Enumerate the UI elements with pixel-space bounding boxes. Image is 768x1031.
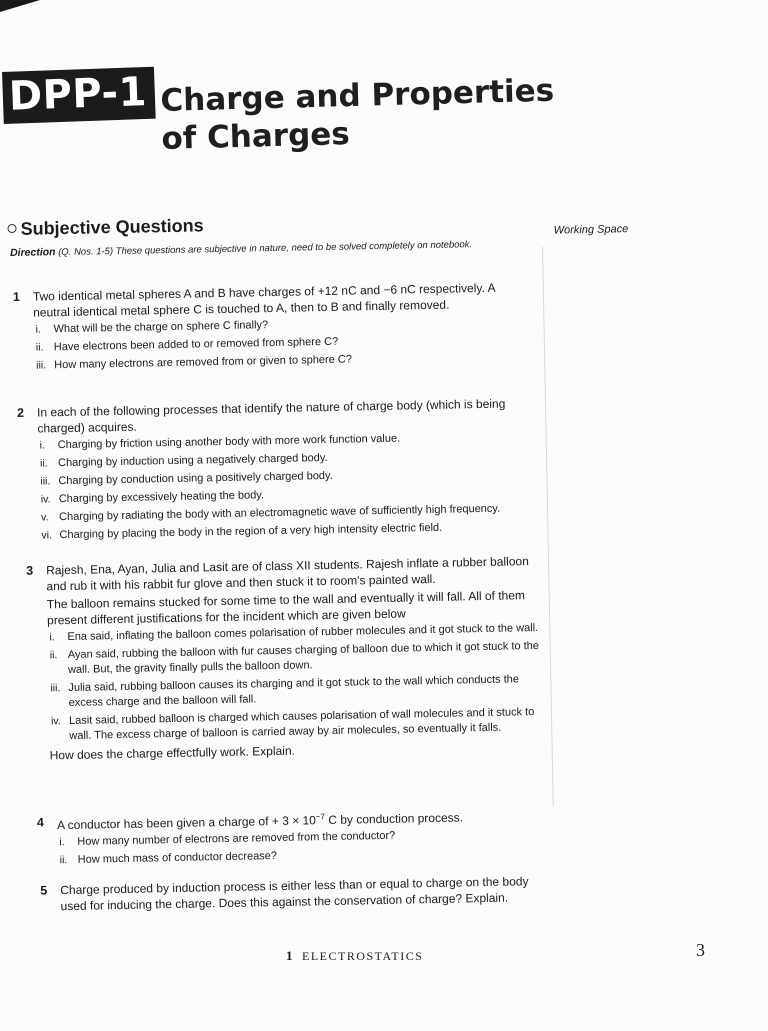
sub-question-numeral: iv. — [50, 715, 61, 728]
sub-question-text: Charging by induction using a negatively charged body. — [57, 451, 328, 470]
sub-question-list — [57, 826, 548, 868]
question-1 — [12, 279, 535, 377]
sub-question-numeral: ii. — [35, 341, 44, 354]
question-text-part: C by conduction process. — [324, 810, 464, 828]
sub-question-text: How many number of electrons are removed from the conductor? — [77, 829, 396, 848]
direction-note — [10, 237, 530, 260]
sub-question-text: Ena said, inflating the balloon comes polarisation of rubber molecules and it got stuck to the wall. — [67, 621, 539, 644]
question-4 — [36, 805, 548, 871]
sub-question-numeral: vi. — [41, 529, 53, 542]
sub-question-numeral: v. — [41, 511, 49, 524]
section-heading-text: Subjective Questions — [20, 215, 204, 239]
sub-question-text: Charging by excessively heating the body. — [58, 489, 265, 506]
question-5 — [40, 873, 551, 914]
question-number: 2 — [16, 405, 25, 420]
sub-question-list — [33, 313, 534, 374]
question-text-continued: The balloon remains stucked for some time to the wall and eventually it will fall. All of them present different justifications for the incident which are given below — [46, 588, 526, 628]
sub-question-text: Ayan said, rubbing the balloon with fur causes charging of balloon due to which it got stuck to the wall. But, the gravity finally pulls the balloon down. — [67, 639, 540, 677]
sub-question-text: Charging by friction using another body with more work function value. — [57, 432, 401, 452]
title-line-1: Charge and Properties — [160, 72, 555, 119]
chapter-footer — [286, 948, 423, 964]
sub-question-text: What will be the charge on sphere C finally? — [53, 319, 269, 336]
sub-question-text: Charging by placing the body in the region of a very high intensity electric field. — [59, 521, 443, 542]
question-2 — [16, 395, 545, 547]
sub-question-numeral: ii. — [39, 457, 48, 470]
sub-question-numeral: iii. — [36, 359, 47, 372]
working-space-label: Working Space — [553, 223, 629, 237]
sub-question-text: How much mass of conductor decrease? — [77, 850, 278, 866]
title-line-2: of Charges — [161, 116, 351, 157]
sub-question-numeral: iii. — [40, 475, 51, 488]
question-number: 3 — [26, 563, 34, 578]
sub-question-numeral: ii. — [49, 649, 58, 662]
sub-question-text: Charging by radiating the body with an electromagnetic wave of sufficiently high frequency. — [59, 502, 501, 524]
sub-question-numeral: i. — [39, 439, 46, 452]
sub-question-text: How many electrons are removed from or given to sphere C? — [54, 353, 353, 372]
question-text: In each of the following processes that identify the nature of charge body (which is being charged) acquires. — [36, 396, 506, 436]
question-number: 1 — [12, 289, 20, 304]
question-text: Two identical metal spheres A and B have charges of +12 nC and −6 nC respectively. A neutral identical metal sphere C is touched to A, then to B and finally removed. — [32, 280, 495, 320]
sub-question-text: Lasit said, rubbed balloon is charged which causes polarisation of wall molecules and it stuck to wall. The excess charge of balloon is carried away by air molecules, so eventually it falls. — [68, 706, 535, 742]
dpp-badge: DPP-1 — [2, 67, 156, 124]
sub-question-numeral: i. — [49, 631, 55, 644]
sub-question-list — [47, 621, 549, 745]
sub-question-text: Julia said, rubbing balloon causes its charging and it got stuck to the wall which conducts the excess charge and the balloon will fall. — [68, 673, 520, 710]
direction-text: (Q. Nos. 1-5) These questions are subjective in nature, need to be solved completely on notebook. — [58, 239, 473, 259]
chapter-number: 1 — [286, 948, 294, 963]
direction-label: Direction — [9, 246, 56, 260]
sub-question-list — [38, 429, 545, 544]
page-number: 3 — [696, 940, 705, 960]
question-3 — [26, 553, 550, 764]
question-number: 4 — [36, 815, 45, 830]
sub-question-numeral: iv. — [40, 493, 51, 506]
sub-question-numeral: ii. — [59, 854, 68, 867]
sub-question-numeral: i. — [35, 323, 41, 336]
question-text: Rajesh, Ena, Ayan, Julia and Lasit are of class XII students. Rajesh inflate a rubber balloon and rub it with his rabbit fur glove and then stuck it to room's painted wall. — [46, 554, 529, 594]
charge-exponent: −7 — [315, 812, 325, 822]
question-closing-text: How does the charge effectfully work. Explain. — [49, 743, 296, 763]
sub-question-text: Charging by conduction using a positively charged body. — [58, 469, 333, 488]
chapter-name: ELECTROSTATICS — [302, 949, 424, 963]
section-bullet-icon — [7, 224, 16, 233]
sub-question-numeral: iii. — [50, 682, 61, 695]
section-heading — [7, 215, 203, 240]
question-text: Charge produced by induction process is either less than or equal to charge on the body used for inducing the charge. Does this against the conservation of charge? Explain. — [60, 874, 529, 914]
sub-question-text: Have electrons been added to or removed from sphere C? — [53, 335, 339, 354]
question-text-part: A conductor has been given a charge of + 3 × 10 — [56, 813, 316, 833]
sub-question-numeral: i. — [59, 836, 65, 849]
question-number: 5 — [40, 883, 48, 898]
